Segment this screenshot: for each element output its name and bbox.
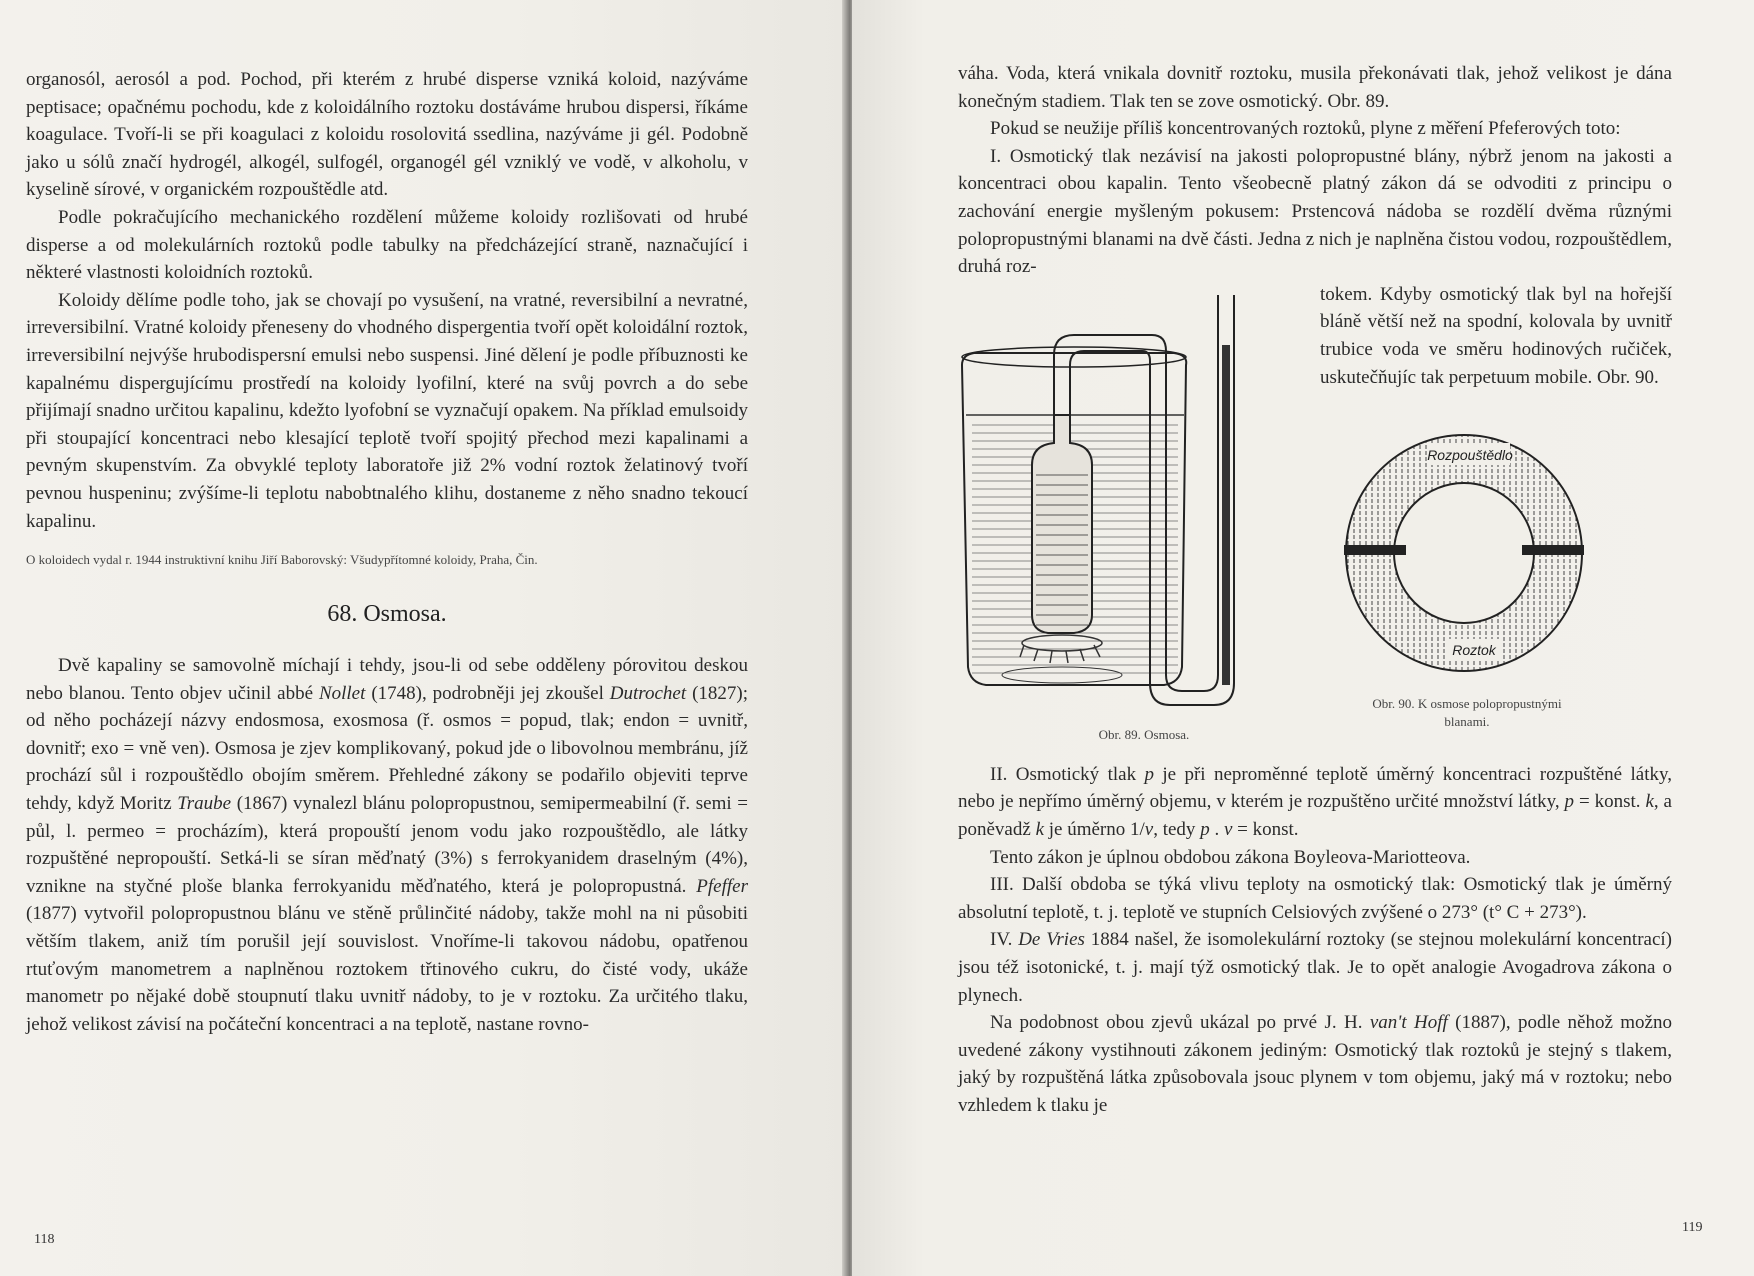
name-traube: Traube — [177, 793, 232, 815]
section-heading: 68. Osmosa. — [327, 601, 447, 628]
solvent-label: Rozpouštědlo — [1427, 446, 1513, 463]
name-dutrochet: Dutrochet — [609, 682, 687, 704]
figure-area — [958, 281, 1672, 761]
paragraph: Pokud se neužije příliš koncentrovaných roztoků, plyne z měření Pfeferových toto: — [990, 118, 1621, 140]
footnote: O koloidech vydal r. 1944 instruktivní knihu Jiří Baborovský: Všudypřítomné koloidy, Praha, Čin. — [26, 552, 538, 568]
paragraph: organosól, aerosól a pod. Pochod, při kterém z hrubé disperse vzniká koloid, nazýváme peptisace; opačnému pochodu, kde z koloidálního roztoku dostáváme hrubou dispersi, říkáme koagulace. Tvoří-li se při koagulaci z koloidu rosolovitá ssedlina, nazýváme ji gél. Podobně jako u sólů značí hydrogél, alkogél, sulfogél, organogél gél vzniklý ve vodě, v alkoholu, v kyselině sírové, v organickém rozpouštědle atd. — [26, 69, 748, 201]
left-page — [0, 0, 846, 1276]
paragraph: váha. Voda, která vnikala dovnitř roztoku, musila překonávati tlak, jehož velikost je dána konečným stadiem. Tlak ten se zove osmotický. Obr. 89. — [958, 63, 1672, 112]
paragraph: Koloidy dělíme podle toho, jak se chovají po vysušení, na vratné, reversibilní a nevratné, irreversibilní. Vratné koloidy přeneseny do vhodného dispergentia tvoří opět koloidální roztok, irreversibilní nejvýše hrubodispersní emulsi nebo suspensi. Jiné dělení je podle příbuznosti ke kapalnému dispergujícímu prostředí na koloidy lyofilní, které na svůj povrch a do sebe přijímají snadno určitou kapalinu, kdežto lyofobní se vyznačují opakem. Na příklad emulsoidy při stoupající koncentraci nebo klesající teplotě tvoří spojitý přechod mezi kapalinami a pevným skupenstvím. Za obvyklé teploty laboratoře již 2% vodní roztok želatinový tvoří pevnou huspeninu; zvýšíme-li teplotu nabobtnalého klihu, dostaneme z něho snadno tekoucí kapalinu. — [26, 289, 748, 532]
name-pfeffer: Pfeffer — [696, 875, 748, 897]
paragraph: tokem. Kdyby osmotický tlak byl na hořejší bláně větší než na spodní, kolovala by uvnitř trubice voda ve směru hodinových ručiček, uskutečňujíc tak perpetuum mobile. Obr. 90. — [1320, 283, 1672, 388]
paragraph: Tento zákon je úplnou obdobou zákona Boyleova-Mariotteova. — [990, 846, 1471, 868]
solution-label: Roztok — [1452, 641, 1496, 658]
page-number: 119 — [1682, 1220, 1703, 1235]
figure-89-caption: Obr. 89. Osmosa. — [1098, 726, 1190, 742]
paragraph: I. Osmotický tlak nezávisí na jakosti polopropustné blány, nýbrž jenom na jakosti a koncentraci obou kapalin. Tento všeobecně platný zákon dá se odvoditi z principu o zachování energie myšleným pokusem: Prstencová nádoba se rozdělí dvěma různými polopropustnými blanami na dvě části. Jedna z nich je naplněna čistou vodou, rozpouštědlem, druhá roz- — [958, 145, 1672, 278]
right-page — [852, 0, 1754, 1276]
right-text-column — [958, 60, 1672, 1119]
page-number: 118 — [34, 1232, 55, 1247]
paragraph-osmosa: Dvě kapaliny se samovolně míchají i tehdy, jsou-li od sebe odděleny pórovitou deskou nebo blanou. Tento objev učinil abbé Nollet (1748), podrobněji jej zkoušel Dutrochet (1827); od něho pocházejí názvy endosmosa, exosmosa (ř. osmos = popud, tlak; endon = uvnitř, dovnitř; exo = vně ven). Osmosa je zjev komplikovaný, pokud jde o libovolnou membránu, jíž prochází sůl i rozpouštědlo obojím směrem. Přehledné zákony se podařilo objeviti teprve tehdy, když Moritz Traube (1867) vynalezl blánu polopropustnou, semipermeabilní (ř. semi = půl, l. permeo = procházím), která propouští jenom vodu jako rozpouštědlo, ale látky rozpuštěné nepropouští. Setká-li se síran měďnatý (3%) s ferrokyanidem draselným (4%), vznikne na styčné ploše blanka ferrokyanidu měďnatého, která je polopropustná. Pfeffer (1877) vytvořil polopropustnou blánu ve stěně průlinčité nádoby, takže mohl na ni působiti větším tlakem, aniž tím porušil její souvislost. Vnoříme-li takovou nádobu, opatřenou rtuťovým manometrem a naplněnou roztokem třtinového cukru, do čisté vody, ukáže manometr po nějaké době stoupnutí tlaku uvnitř nádoby, to je v roztoku. Za určitého tlaku, jehož velikost závisí na počáteční koncentraci a na teplotě, nastane rovno- — [26, 655, 748, 1035]
paragraph-law-4: IV. De Vries 1884 našel, že isomolekulární roztoky (se stejnou molekulární koncentrací) jsou též isotonické, t. j. mají týž osmotický tlak. Je to opět analogie Avogadrova zákona o plynech. — [958, 929, 1672, 1006]
paragraph: Podle pokračujícího mechanického rozdělení můžeme koloidy rozlišovati od hrubé disperse a od molekulárních roztoků podle tabulky na předcházející straně, naznačující i některé vlastnosti koloidních roztoků. — [26, 206, 748, 284]
figure-90-caption: Obr. 90. K osmose polopropustnými blanami. — [1372, 695, 1562, 729]
name-vant-hoff: van't Hoff — [1369, 1012, 1448, 1034]
left-text-column — [26, 66, 748, 1038]
paragraph: III. Další obdoba se týká vlivu teploty na osmotický tlak: Osmotický tlak je úměrný absolutní teplotě, t. j. teplotě ve stupních Celsiových zvýšené o 273° (t° C + 273°). — [958, 874, 1672, 923]
osmosis-apparatus-figure — [942, 295, 1302, 715]
name-nollet: Nollet — [318, 682, 366, 704]
paragraph-law-2: II. Osmotický tlak p je při neproměnné teplotě úměrný koncentraci rozpuštěné látky, nebo je nepřímo úměrný objemu, v kterém je rozpuštěno určité množství látky, p = konst. k, a poněvadž k je úměrno 1/v, tedy p . v = konst. — [958, 763, 1673, 840]
paragraph-vant-hoff: Na podobnost obou zjevů ukázal po prvé J. H. van't Hoff (1887), podle něhož možno uvedené zákony vystihnouti zákonem jediným: Osmotický tlak roztoků je stejný s tlakem, jaký by rozpuštěná látka způsobovala jsouc plynem v tom objemu, jaký má v roztoku; nebo vzhledem k tlaku je — [958, 1012, 1672, 1116]
wrapped-text — [1320, 281, 1672, 391]
name-de-vries: De Vries — [1018, 929, 1085, 951]
ring-vessel-figure — [1334, 433, 1604, 673]
